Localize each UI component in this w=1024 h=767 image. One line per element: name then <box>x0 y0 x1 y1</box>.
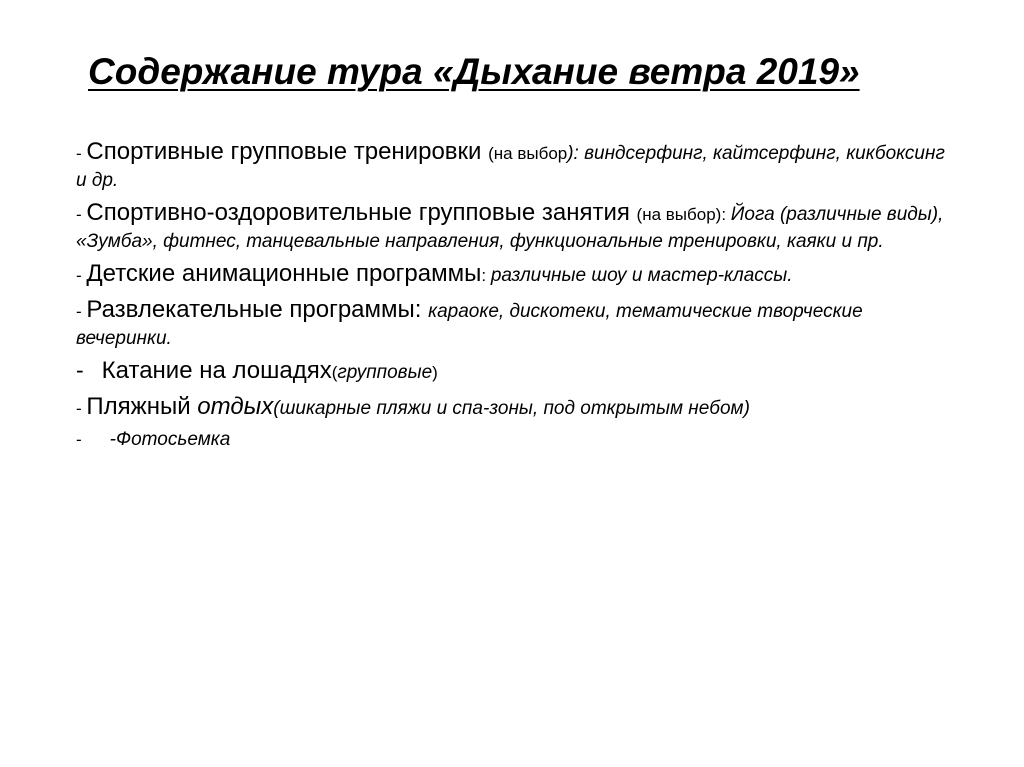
list-item <box>76 136 946 193</box>
item-note-close: ) <box>432 363 438 383</box>
bullet-dash: - <box>76 266 87 286</box>
list-item <box>76 355 946 387</box>
item-note: : <box>481 266 491 286</box>
item-detail: различные шоу и мастер-классы. <box>490 265 793 287</box>
bullet-dash: - <box>76 144 87 163</box>
list-item <box>76 391 946 423</box>
item-heading: Спортивно-оздоровительные групповые занятия <box>86 199 637 227</box>
list-item <box>76 294 946 351</box>
item-detail: караоке, дискотеки, тематические творческие вечеринки. <box>76 301 863 350</box>
item-detail: Йога (различные виды), «Зумба», фитнес, танцевальные направления, функциональные тренировки, каяки и пр. <box>76 204 944 253</box>
tour-contents-list <box>76 136 946 457</box>
bullet-dash: - <box>76 302 87 322</box>
item-heading: Спортивные групповые тренировки <box>86 138 489 165</box>
item-heading-italic: отдых <box>197 393 274 421</box>
item-note: (на выбор): <box>636 205 731 225</box>
item-heading: Пляжный <box>86 393 198 421</box>
item-heading: Катание на лошадях <box>101 357 332 385</box>
bullet-dash: - <box>76 357 84 384</box>
bullet-dash: - <box>76 430 82 450</box>
item-detail: ): виндсерфинг, кайтсерфинг, кикбоксинг и др. <box>76 143 945 191</box>
list-item <box>76 258 946 290</box>
item-detail: групповые <box>337 362 433 384</box>
slide-title: Содержание тура «Дыхание ветра 2019» <box>88 51 860 92</box>
item-note-open: ( <box>331 363 338 383</box>
item-detail: -Фотосьемка <box>109 429 231 451</box>
bullet-dash: - <box>76 205 87 225</box>
list-item <box>76 427 946 452</box>
item-heading: Развлекательные программы: <box>86 296 429 324</box>
bullet-dash: - <box>76 399 87 419</box>
list-item <box>76 197 946 254</box>
item-detail: (шикарные пляжи и спа-зоны, под открытым небом) <box>273 398 750 420</box>
item-note: (на выбор <box>488 144 568 163</box>
item-heading: Детские анимационные программы <box>86 260 482 288</box>
